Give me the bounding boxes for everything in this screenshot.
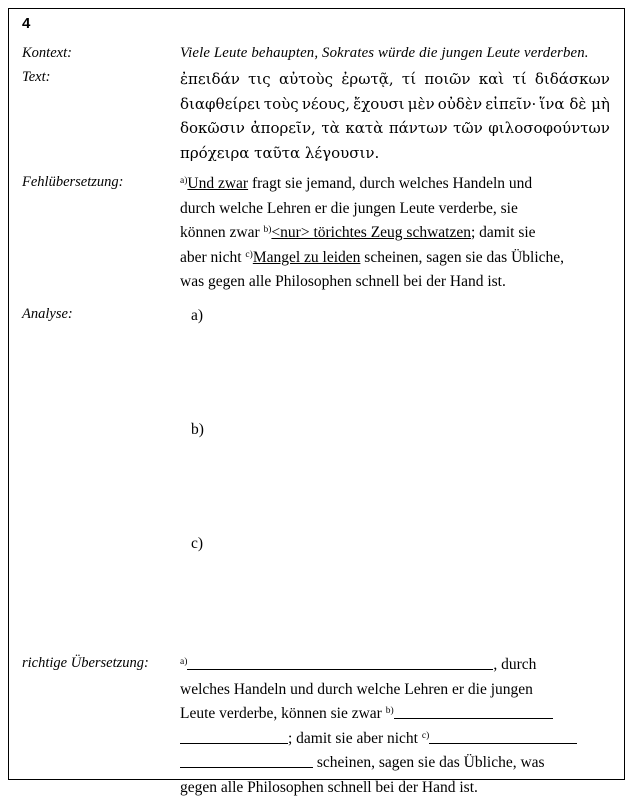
greek-word: διδάσκων [534,70,610,88]
fehl-seg1: fragt sie jemand, durch welches Handeln und [248,175,533,192]
worksheet-page [8,8,625,796]
greek-word: ἐρωτᾷ, [341,70,394,88]
analyse-item-c: c) [191,535,204,552]
marker-b: b) [385,706,394,717]
greek-word: ἵνα δὲ μὴ [539,94,610,113]
marker-b: b) [263,225,272,236]
greek-word: πάντων [388,119,448,138]
richtig-line3-pre: Leute verderbe, können sie zwar [180,705,386,723]
greek-word: τοὺς [263,94,299,113]
greek-word: αὐτοὺς [278,70,334,88]
marker-a: a) [180,176,188,187]
fehl-line-1 [180,172,610,197]
greek-word: ἀπορεῖν, [250,119,316,138]
greek-line-1 [180,67,610,92]
greek-line-2 [180,92,610,117]
greek-word: τῶν [453,119,483,138]
fehl-line-4 [180,246,610,271]
label-richtige-uebersetzung: richtige Übersetzung: [22,655,149,671]
greek-word: τὰ [321,119,340,138]
greek-word: ποιῶν [424,70,471,88]
analyse-item-b: b) [191,421,204,438]
answer-blank-c1[interactable] [429,728,577,744]
greek-line-4: πρόχειρα ταῦτα λέγουσιν. [180,143,380,162]
label-kontext: Kontext: [22,45,72,61]
fehl-line-3 [180,221,610,246]
greek-word: τις [248,70,271,88]
greek-word: ἔχουσι [353,94,405,113]
greek-word: κατὰ [345,119,384,138]
greek-word: οὐδὲν [437,94,483,113]
kontext-text: Viele Leute behaupten, Sokrates würde die jungen Leute verderben. [180,45,589,61]
richtig-line4-mid: ; damit sie aber nicht [288,729,422,747]
marker-c: c) [421,730,430,741]
greek-word: ἐπειδάν [180,70,240,88]
label-text: Text: [22,69,51,85]
fehl-line3-post: ; damit sie [470,224,536,242]
fehl-line-2: durch welche Lehren er die jungen Leute verderbe, sie [180,199,518,217]
fehl-line3-pre: können zwar [180,224,264,242]
greek-word: δοκῶσιν [180,119,245,138]
marker-a: a) [180,657,188,668]
greek-word: φιλοσοφούντων [488,119,610,138]
greek-word: τί [512,70,527,88]
richtig-line-1 [180,653,610,678]
underlined-segment-b: <nur> törichtes Zeug schwatzen [271,224,471,242]
fehluebersetzung-text [180,172,610,295]
richtig-line-5 [180,751,610,776]
greek-passage [180,67,610,165]
answer-blank-c2[interactable] [180,753,313,769]
answer-blank-b1[interactable] [394,703,553,719]
fehl-line4-post: scheinen, sagen sie das Übliche, [360,248,565,266]
greek-word: μὲν [407,94,435,113]
label-analyse: Analyse: [22,306,73,322]
answer-blank-b2[interactable] [180,728,288,744]
greek-word: καὶ [478,70,505,88]
greek-word: εἰπεῖν· [485,94,537,113]
greek-word: διαφθείρει [180,94,261,113]
fehl-line-5: was gegen alle Philosophen schnell bei der Hand ist. [180,273,506,291]
label-fehluebersetzung: Fehlübersetzung: [22,174,124,190]
greek-word: νέους, [301,94,351,113]
greek-line-3 [180,116,610,141]
answer-blank-a1[interactable] [187,654,493,670]
richtig-line-3 [180,702,610,727]
exercise-number: 4 [22,15,31,32]
richtige-uebersetzung-text [180,653,610,801]
richtig-line5-post: scheinen, sagen sie das Übliche, was [313,754,545,772]
richtig-line-2: welches Handeln und durch welche Lehren er die jungen [180,680,533,698]
richtig-line-4 [180,727,610,752]
richtig-line-6: gegen alle Philosophen schnell bei der Hand ist. [180,778,478,796]
underlined-segment-a: Und zwar [187,175,249,192]
analyse-item-a: a) [191,307,204,324]
richtig-line1-post: , durch [493,656,537,673]
greek-word: τί [401,70,417,88]
page-inner [9,9,624,796]
fehl-line4-pre: aber nicht [180,248,246,266]
marker-c: c) [245,249,253,260]
underlined-segment-c: Mangel zu leiden [252,248,361,266]
